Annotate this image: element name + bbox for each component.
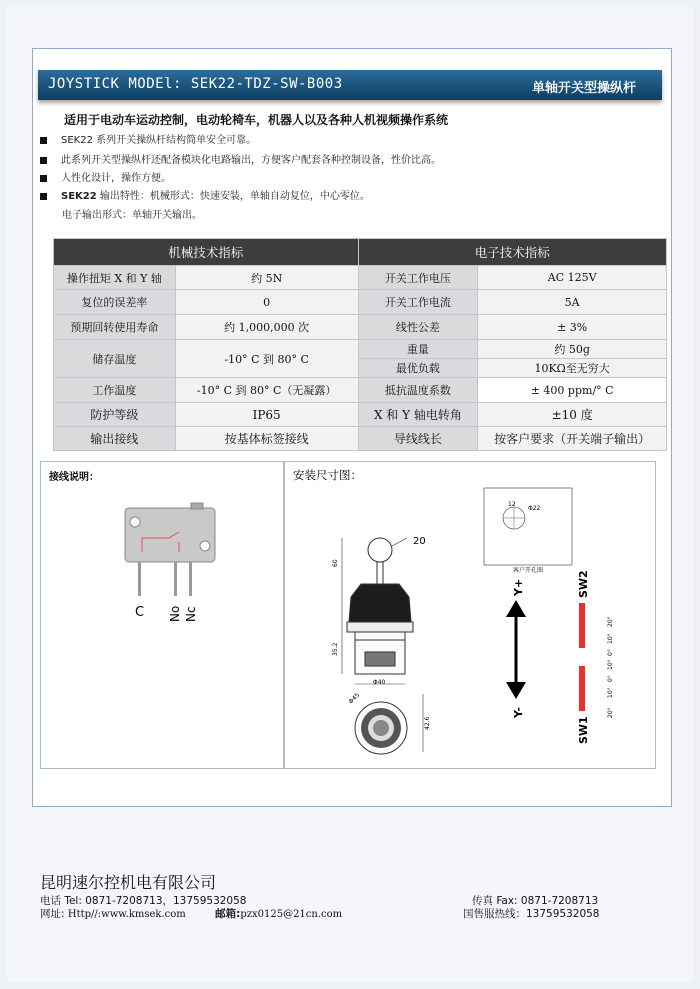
angle-scale [607, 616, 614, 718]
sw2-bar [579, 603, 585, 648]
spec-table [53, 238, 667, 451]
mech-value: 0 [175, 290, 358, 315]
feature-item: 电子输出形式：单轴开关输出。 [62, 210, 202, 221]
wiring-panel [40, 461, 284, 769]
feature-item: 此系列开关型操纵杆还配备模块化电路输出，方便客户配套各种控制设备，性价比高。 [40, 151, 441, 166]
pin-nc [189, 562, 192, 596]
sw1-bar [579, 666, 585, 711]
switch-label: SW2 [577, 570, 590, 598]
dimension-title: 安装尺寸图： [293, 468, 362, 482]
angle-label: 20° [607, 707, 614, 718]
angle-label: 20° [607, 616, 614, 627]
feature-item: 人性化设计，操作方便。 [40, 169, 171, 184]
dim-label: 35.2 [332, 642, 339, 656]
mech-value: -10° C 到 80° C [175, 340, 358, 378]
dimension-drawing [285, 462, 655, 768]
elec-value: 约 50g [478, 340, 667, 359]
elec-value: 按客户要求（开关端子输出） [478, 427, 667, 451]
elec-value: 10KΩ至无穷大 [478, 359, 667, 378]
elec-label: 线性公差 [358, 315, 478, 340]
mech-value: 约 5N [175, 266, 358, 290]
model-title: JOYSTICK MODEl: SEK22-TDZ-SW-B003 [48, 76, 343, 92]
pin-label: No [168, 605, 182, 622]
bullet-icon [40, 157, 47, 164]
website-link[interactable]: Http//:www.kmsek.com [67, 909, 186, 920]
hotline-line: 国售服热线：13759532058 [463, 908, 600, 920]
mech-value: 约 1,000,000 次 [175, 315, 358, 340]
elec-label: X 和 Y 轴电转角 [358, 403, 478, 427]
pin-no [174, 562, 177, 596]
mech-label: 防护等级 [54, 403, 176, 427]
angle-label: 10° [607, 633, 614, 644]
feature-item: SEK22 系列开关操纵杆结构简单安全可靠。 [40, 131, 256, 146]
wiring-title: 接线说明： [49, 472, 99, 483]
axis-label: Y+ [512, 578, 525, 596]
phone-line: 电话 Tel: 0871-7208713，13759532058 [40, 895, 247, 907]
switch-label: SW1 [577, 716, 590, 744]
elec-label: 开关工作电流 [358, 290, 478, 315]
bullet-icon [40, 175, 47, 182]
switch-actuator [191, 503, 203, 509]
mount-hole-icon [200, 541, 210, 551]
fax-line: 传真 Fax: 0871-7208713 [472, 895, 599, 907]
elec-label: 抵抗温度系数 [358, 378, 478, 403]
elec-value: ± 3% [478, 315, 667, 340]
mech-header: 机械技术指标 [54, 239, 359, 266]
pin-label: C [135, 605, 145, 620]
website-label: 网址: [40, 908, 65, 920]
mech-label: 储存温度 [54, 340, 176, 378]
elec-value: 5A [478, 290, 667, 315]
elec-value: AC 125V [478, 266, 667, 290]
mech-label: 预期回转使用寿命 [54, 315, 176, 340]
dim-label: Φ22 [528, 505, 541, 512]
mech-label: 复位的误差率 [54, 290, 176, 315]
feature-item: SEK22 输出特性：机械形式：快速安装，单轴自动复位，中心零位。 [40, 187, 370, 202]
dim-label: 42.6 [424, 716, 431, 730]
dim-label: Φ45 [347, 691, 362, 706]
dim-label: 60 [332, 559, 339, 567]
mech-label: 输出接线 [54, 427, 176, 451]
mech-value: 按基体标签接线 [175, 427, 358, 451]
angle-label: 10° [607, 687, 614, 698]
y-axis-arrow-icon [506, 600, 526, 699]
elec-label: 重量 [358, 340, 478, 359]
elec-label: 最优负载 [358, 359, 478, 378]
angle-label: 0° [607, 675, 614, 682]
bullet-icon [40, 193, 47, 200]
elec-header: 电子技术指标 [358, 239, 666, 266]
pin-c [138, 562, 141, 596]
mech-label: 操作扭矩 X 和 Y 轴 [54, 266, 176, 290]
angle-label: 10° [607, 659, 614, 670]
dim-label: 12 [508, 501, 516, 508]
company-name: 昆明速尔控机电有限公司 [40, 873, 217, 892]
application-headline: 适用于电动车运动控制，电动轮椅车，机器人以及各种人机视频操作系统 [64, 113, 449, 127]
mech-label: 工作温度 [54, 378, 176, 403]
joystick-side-view [347, 538, 413, 674]
elec-value: ± 400 ppm/° C [478, 378, 667, 403]
pin-label: Nc [184, 606, 198, 622]
joystick-bottom-view [355, 702, 407, 754]
elec-label: 导线线长 [358, 427, 478, 451]
product-type: 单轴开关型操纵杆 [531, 81, 636, 96]
axis-label: Y- [512, 707, 525, 718]
title-banner [38, 70, 662, 100]
elec-label: 开关工作电压 [358, 266, 478, 290]
angle-label: 0° [607, 649, 614, 656]
dim-label: Φ40 [373, 679, 386, 686]
mech-value: -10° C 到 80° C（无凝露） [175, 378, 358, 403]
switch-body [125, 508, 215, 562]
bullet-icon [40, 137, 47, 144]
email-label: 邮箱: [215, 908, 241, 920]
mount-hole-icon [130, 517, 140, 527]
dim-label: 20 [413, 536, 426, 547]
email-link[interactable]: pzx0125@21cn.com [240, 909, 343, 920]
website-line [40, 906, 342, 921]
cutout-caption: 客户开孔图 [513, 567, 544, 574]
dimension-panel [284, 461, 656, 769]
panel-cutout [484, 488, 572, 565]
microswitch-diagram [41, 462, 283, 768]
elec-value: ±10 度 [478, 403, 667, 427]
mech-value: IP65 [175, 403, 358, 427]
